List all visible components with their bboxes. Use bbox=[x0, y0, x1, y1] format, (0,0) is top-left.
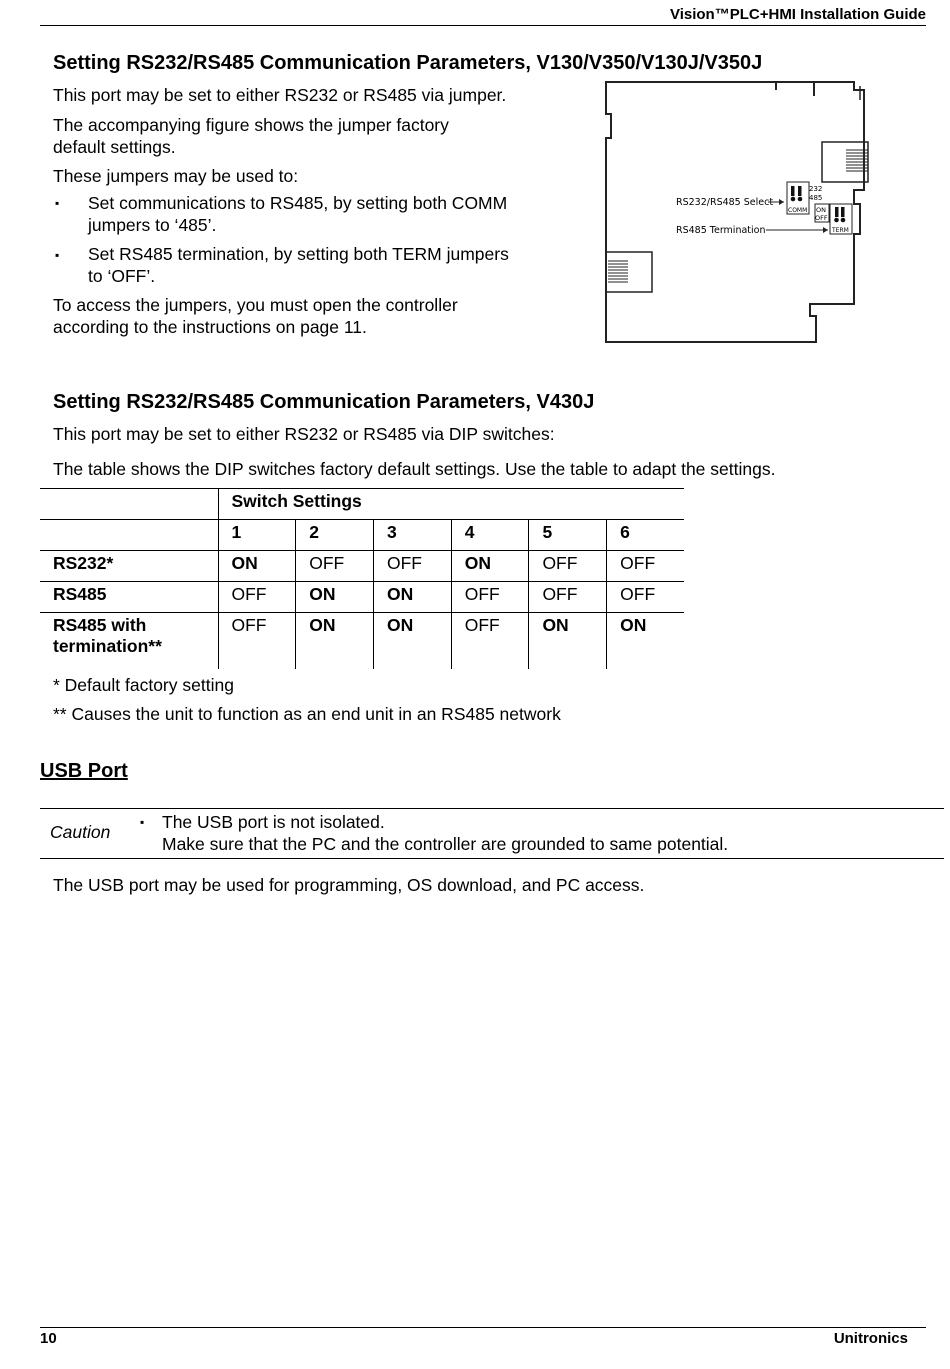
row-label: RS232* bbox=[53, 553, 114, 573]
footer-company: Unitronics bbox=[833, 1330, 908, 1347]
caution-bullet: ▪ bbox=[140, 815, 145, 829]
section1-p2a: The accompanying figure shows the jumper factory bbox=[53, 115, 449, 135]
comm-232-label: 232 bbox=[809, 185, 823, 193]
table-cell: OFF bbox=[529, 551, 607, 582]
table-cell: ON bbox=[218, 551, 296, 582]
section1-p4b: according to the instructions on page 11. bbox=[53, 317, 367, 337]
table-cell: ON bbox=[373, 582, 451, 613]
table-cell: ON bbox=[296, 582, 374, 613]
comm-label: COMM bbox=[788, 207, 808, 214]
section1-p1: This port may be set to either RS232 or RS485 via jumper. bbox=[53, 85, 507, 105]
caution-line2: Make sure that the PC and the controller are grounded to same potential. bbox=[162, 834, 729, 854]
row-label: RS485 bbox=[53, 584, 107, 604]
column-header: 5 bbox=[529, 520, 607, 551]
footnote-termination: ** Causes the unit to function as an end unit in an RS485 network bbox=[53, 704, 561, 724]
footer-rule bbox=[40, 1327, 926, 1328]
caution-bottom-rule bbox=[40, 858, 944, 859]
bullet-marker: ▪ bbox=[55, 248, 60, 262]
section1-p3: These jumpers may be used to: bbox=[53, 166, 299, 186]
section1-title: Setting RS232/RS485 Communication Parameters, V130/V350/V130J/V350J bbox=[53, 52, 763, 74]
column-header: 6 bbox=[607, 520, 684, 551]
table-group-header-row bbox=[40, 489, 684, 520]
section1-bullet1a: Set communications to RS485, by setting both COMM bbox=[88, 193, 508, 213]
table-row bbox=[40, 582, 684, 613]
header-title: Vision™PLC+HMI Installation Guide bbox=[669, 6, 926, 23]
usb-port-title: USB Port bbox=[40, 760, 128, 782]
usb-description: The USB port may be used for programming, OS download, and PC access. bbox=[53, 875, 645, 895]
row-label bbox=[40, 613, 218, 670]
header-rule bbox=[40, 25, 926, 26]
table-cell: ON bbox=[451, 551, 529, 582]
column-header: 1 bbox=[218, 520, 296, 551]
table-cell: OFF bbox=[607, 551, 684, 582]
section1-p4a: To access the jumpers, you must open the controller bbox=[53, 295, 458, 315]
term-on-label: ON bbox=[816, 206, 826, 214]
section2-p1: This port may be set to either RS232 or RS485 via DIP switches: bbox=[53, 424, 555, 444]
dip-switch-table bbox=[40, 488, 684, 669]
table-cell: OFF bbox=[373, 551, 451, 582]
table-row bbox=[40, 551, 684, 582]
row-label-line1: RS485 with bbox=[53, 615, 147, 635]
column-header: 3 bbox=[373, 520, 451, 551]
table-cell: OFF bbox=[529, 582, 607, 613]
caution-label: Caution bbox=[50, 822, 111, 842]
jumper-diagram bbox=[600, 78, 880, 348]
comm-485-label: 485 bbox=[809, 194, 823, 202]
section2-title: Setting RS232/RS485 Communication Parameters, V430J bbox=[53, 391, 595, 413]
table-cell: OFF bbox=[218, 582, 296, 613]
term-off-label: OFF bbox=[815, 214, 828, 222]
section1-bullet2b: to ‘OFF’. bbox=[88, 266, 156, 286]
table-cell: OFF bbox=[451, 613, 529, 670]
table-cell: ON bbox=[296, 613, 374, 670]
column-header: 2 bbox=[296, 520, 374, 551]
table-cell: OFF bbox=[218, 613, 296, 670]
rs485-termination-label: RS485 Termination bbox=[676, 225, 766, 236]
table-column-header-row bbox=[40, 520, 684, 551]
caution-line1: The USB port is not isolated. bbox=[162, 812, 385, 832]
section1-bullet1b: jumpers to ‘485’. bbox=[88, 215, 217, 235]
table-cell: ON bbox=[607, 613, 684, 670]
table-cell: ON bbox=[529, 613, 607, 670]
table-cell: OFF bbox=[607, 582, 684, 613]
caution-top-rule bbox=[40, 808, 944, 809]
row-label-line2: termination** bbox=[53, 636, 162, 656]
footnote-default: * Default factory setting bbox=[53, 675, 234, 695]
column-header: 4 bbox=[451, 520, 529, 551]
table-cell: ON bbox=[373, 613, 451, 670]
section1-bullet2a: Set RS485 termination, by setting both TERM jumpers bbox=[88, 244, 509, 264]
table-row bbox=[40, 613, 684, 670]
switch-settings-header: Switch Settings bbox=[218, 489, 684, 520]
page-number: 10 bbox=[40, 1330, 57, 1347]
table-cell: OFF bbox=[296, 551, 374, 582]
table-cell: OFF bbox=[451, 582, 529, 613]
section2-p2: The table shows the DIP switches factory default settings. Use the table to adapt the settings. bbox=[53, 459, 776, 479]
term-label: TERM bbox=[832, 227, 849, 234]
section1-p2b: default settings. bbox=[53, 137, 176, 157]
bullet-marker: ▪ bbox=[55, 196, 60, 210]
rs232-rs485-select-label: RS232/RS485 Select bbox=[676, 197, 774, 208]
